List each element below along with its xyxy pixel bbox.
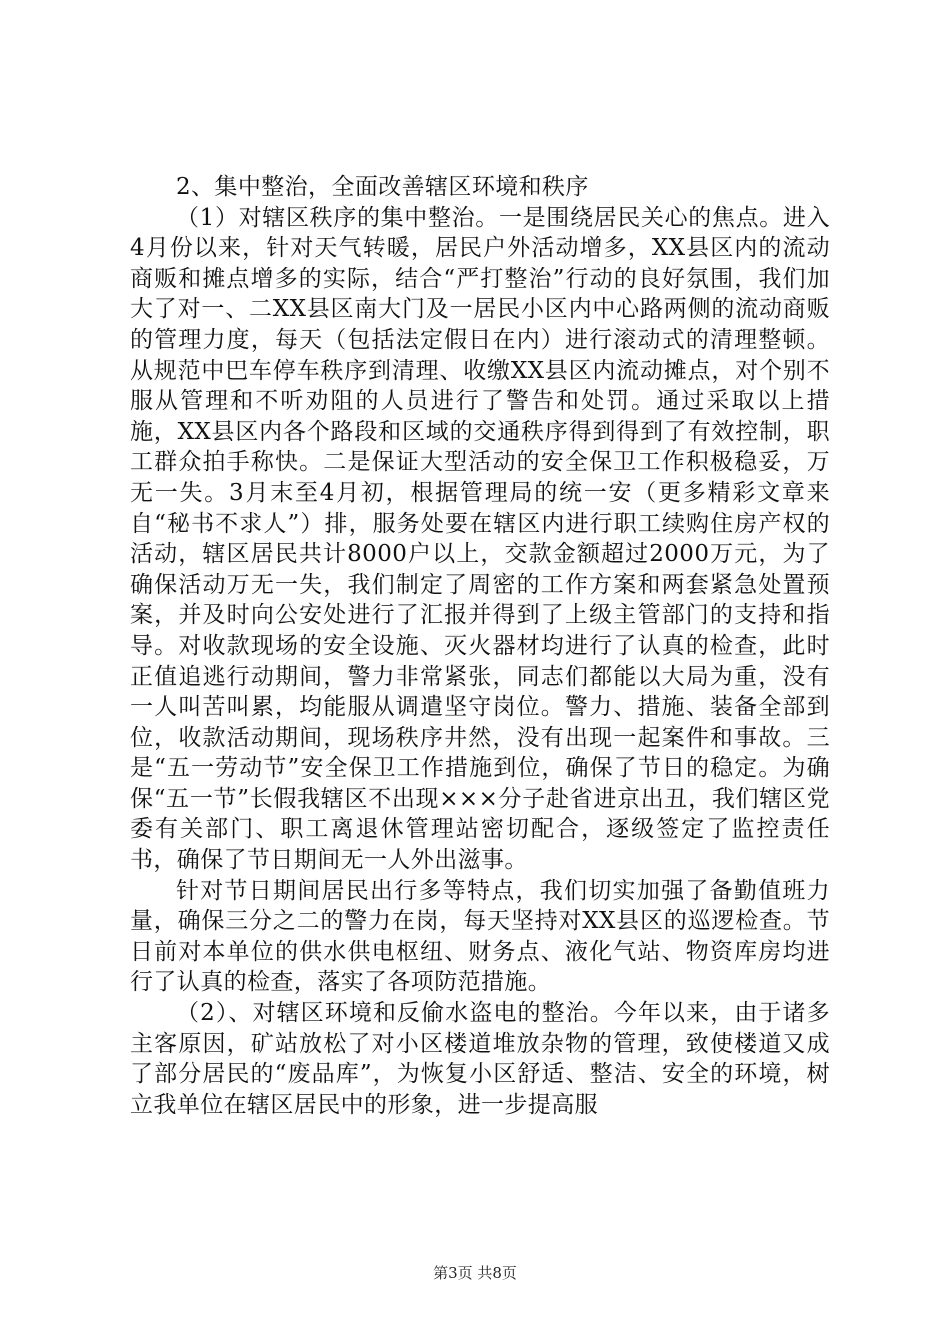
paragraph-2: 针对节日期间居民出行多等特点，我们切实加强了备勤值班力量，确保三分之二的警力在岗，每天坚持对XX县区的巡逻检查。节日前对本单位的供水供电枢纽、财务点、液化气站、物资库房均进行了认真的检查，落实了各项防范措施。: [130, 877, 830, 996]
section-heading: 2、集中整治，全面改善辖区环境和秩序: [176, 174, 589, 200]
paragraph-3: （2）、对辖区环境和反偷水盗电的整治。今年以来，由于诸多主客原因，矿站放松了对小区楼道堆放杂物的管理，致使楼道又成了部分居民的“废品库”，为恢复小区舒适、整洁、安全的环境，树立我单位在辖区居民中的形象，进一步提高服: [130, 1000, 830, 1118]
page-footer: 第3页 共8页: [433, 1264, 517, 1282]
document-body: [130, 172, 830, 1120]
paragraph-1: （1）对辖区秩序的集中整治。一是围绕居民关心的焦点。进入4月份以来，针对天气转暖，居民户外活动增多，XX县区内的流动商贩和摊点增多的实际，结合“严打整治”行动的良好氛围，我们加大了对一、二XX县区南大门及一居民小区内中心路两侧的流动商贩的管理力度，每天（包括法定假日在内）进行滚动式的清理整顿。从规范中巴车停车秩序到清理、收缴XX县区内流动摊点，对个别不服从管理和不听劝阻的人员进行了警告和处罚。通过采取以上措施，XX县区内各个路段和区域的交通秩序得到得到了有效控制，职工群众拍手称快。二是保证大型活动的安全保卫工作积极稳妥，万无一失。3月末至4月初，根据管理局的统一安（更多精彩文章来自“秘书不求人”）排，服务处要在辖区内进行职工续购住房产权的活动，辖区居民共计8000户以上，交款金额超过2000万元，为了确保活动万无一失，我们制定了周密的工作方案和两套紧急处置预案，并及时向公安处进行了汇报并得到了上级主管部门的支持和指导。对收款现场的安全设施、灭火器材均进行了认真的检查，此时正值追逃行动期间，警力非常紧张，同志们都能以大局为重，没有一人叫苦叫累，均能服从调遣坚守岗位。警力、措施、装备全部到位，收款活动期间，现场秩序井然，没有出现一起案件和事故。三是“五一劳动节”安全保卫工作措施到位，确保了节日的稳定。为确保“五一节”长假我辖区不出现×××分子赴省进京出丑，我们辖区党委有关部门、职工离退休管理站密切配合，逐级签定了监控责任书，确保了节日期间无一人外出滋事。: [130, 204, 830, 874]
